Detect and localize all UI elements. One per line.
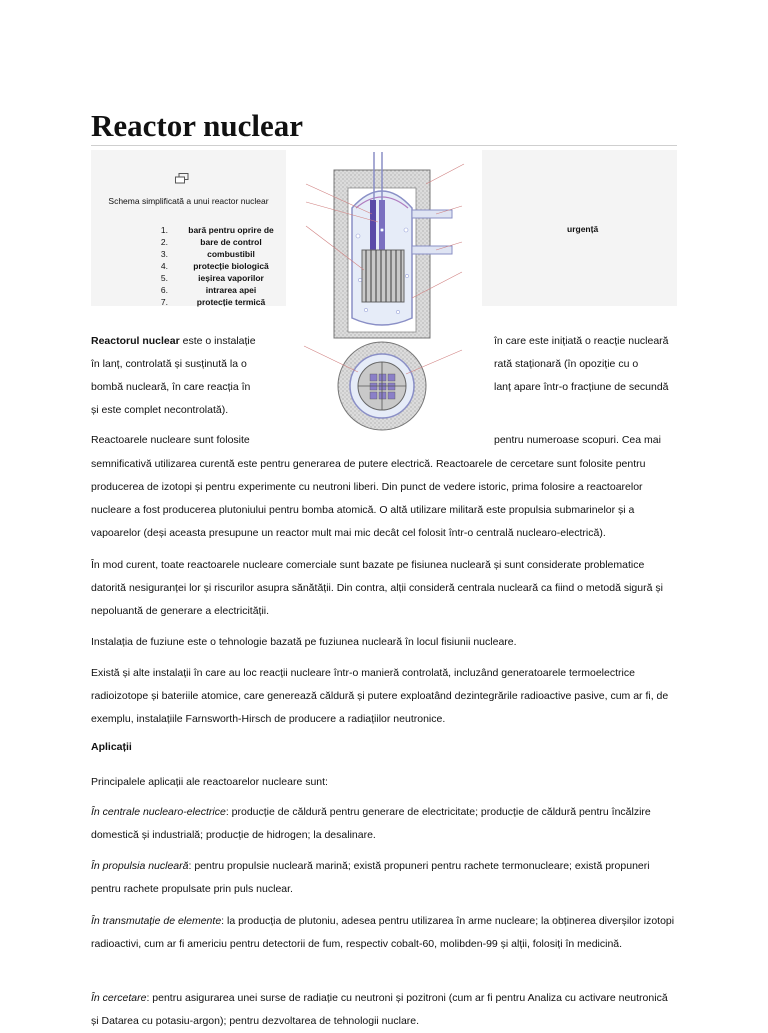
paragraph-fusion: Instalația de fuziune este o tehnologie bazată pe fuziunea nucleară în locul fisiunii nucleare.: [91, 636, 517, 648]
application-item: [91, 987, 676, 1033]
title-divider: [91, 145, 677, 146]
legend-item: [138, 272, 290, 284]
figure-legend: [138, 224, 290, 308]
application-item: [91, 855, 676, 901]
paragraph-fission: În mod curent, toate reactoarele nucleare comerciale sunt bazate pe fisiunea nucleară și sunt considerate problematice datorită nesiguranței lor și riscurilor asupra sănătății. Din contra, alții consideră centrala nucleară ca fiind o metodă sigură și nepoluantă de generare a electricității.: [91, 559, 663, 617]
legend-item: [138, 236, 290, 248]
reactor-diagram: [286, 150, 482, 432]
section-heading-applications: Aplicații: [91, 741, 132, 753]
application-item: [91, 801, 676, 847]
legend-item: [138, 248, 290, 260]
reactor-term: Reactorul nuclear: [91, 335, 180, 347]
legend-number: 3.: [160, 249, 168, 259]
applications-intro: Principalele aplicații ale reactoarelor nucleare sunt:: [91, 776, 328, 788]
intro-text: este o instalație: [179, 335, 256, 347]
image-placeholder-icon: [175, 173, 189, 184]
intro-line-4: și este complet necontrolată).: [91, 404, 229, 416]
intro-line-1-left: [91, 335, 256, 347]
legend-text: bară pentru oprire de: [188, 225, 274, 235]
paragraph-other-installations: Există și alte instalații în care au loc reacții nucleare într-o manieră controlată, incluzând generatoarele termoelectrice radioizotope și bateriile atomice, care generează căldură și putere exploatând dezintegrările radioactive pasive, cum ar fi, de exemplu, instalațiile Farnsworth-Hirsch de producere a radiațiilor neutronice.: [91, 667, 669, 725]
application-item: [91, 910, 676, 956]
legend-number: 4.: [160, 261, 168, 271]
legend-text: intrarea apei: [205, 285, 257, 295]
para2-line-1-left: Reactoarele nucleare sunt folosite: [91, 434, 250, 446]
figure-caption: Schema simplificată a unui reactor nuclear: [108, 196, 269, 206]
legend-text: combustibil: [207, 249, 255, 259]
legend-number: 2.: [160, 237, 168, 247]
application-label: În cercetare: [91, 992, 147, 1004]
para2-body: semnificativă utilizarea curentă este pentru generarea de putere electrică. Reactoarele de cercetare sunt folosite pentru producerea de izotopi și pentru experimente cu neutroni liberi. Din punct de vedere istoric, prima folosire a reactoarelor nucleare a fost producerea plutoniului pentru bomba atomică. O altă utilizare militară este propulsia submarinelor și a vapoarelor (deși aceasta presupune un reactor mult mai mic decât cel folosit într-o centrală nuclearo-electrică).: [91, 458, 646, 539]
application-text: : pentru propulsie nucleară marină; există propuneri pentru rachete termonucleare; există propuneri pentru rachete propulsate prin puls nuclear.: [91, 860, 650, 895]
legend-item: [138, 284, 290, 296]
application-label: În centrale nuclearo-electrice: [91, 806, 226, 818]
para2-line-1-right: pentru numeroase scopuri. Cea mai: [494, 434, 661, 446]
intro-line-3-right: lanț apare într-o fracțiune de secundă: [494, 381, 669, 393]
application-text: : producție de căldură pentru generare de electricitate; producție de căldură pentru încălzire domestică și industrială; producție de hidrogen; la desalinare.: [91, 806, 651, 841]
legend-number: 6.: [160, 285, 168, 295]
legend-number: 5.: [160, 273, 168, 283]
legend-text: ieșirea vaporilor: [198, 273, 264, 283]
intro-line-2-left: în lanț, controlată și susținută la o: [91, 358, 247, 370]
legend-number: 1.: [160, 225, 168, 235]
application-label: În transmutație de elemente: [91, 915, 222, 927]
legend-item: [138, 224, 290, 236]
intro-line-3-left: bombă nucleară, în care reacția în: [91, 381, 251, 393]
legend-continuation: urgență: [567, 224, 599, 234]
legend-item: [138, 296, 290, 308]
legend-text: protecție biologică: [193, 261, 269, 271]
application-label: În propulsia nucleară: [91, 860, 189, 872]
intro-line-2-right: rată staționară (în opoziție cu o: [494, 358, 639, 370]
application-text: : la producția de plutoniu, adesea pentru utilizarea în arme nucleare; la obținerea diverșilor izotopi radioactivi, cum ar fi americiu pentru detectorii de fum, respectiv cobalt-60, molibden-99 și alții, folosiți în medicină.: [91, 915, 675, 950]
legend-text: protecție termică: [196, 297, 266, 307]
application-text: : pentru asigurarea unei surse de radiație cu neutroni și pozitroni (cum ar fi pentru Analiza cu activare neutronică și Datarea cu potasiu-argon); pentru dezvoltarea de tehnologii nuclare.: [91, 992, 668, 1027]
legend-item: [138, 260, 290, 272]
legend-text: bare de control: [200, 237, 262, 247]
page-title: Reactor nuclear: [91, 108, 304, 143]
legend-number: 7.: [160, 297, 168, 307]
intro-line-1-right: în care este inițiată o reacție nucleară: [494, 335, 669, 347]
